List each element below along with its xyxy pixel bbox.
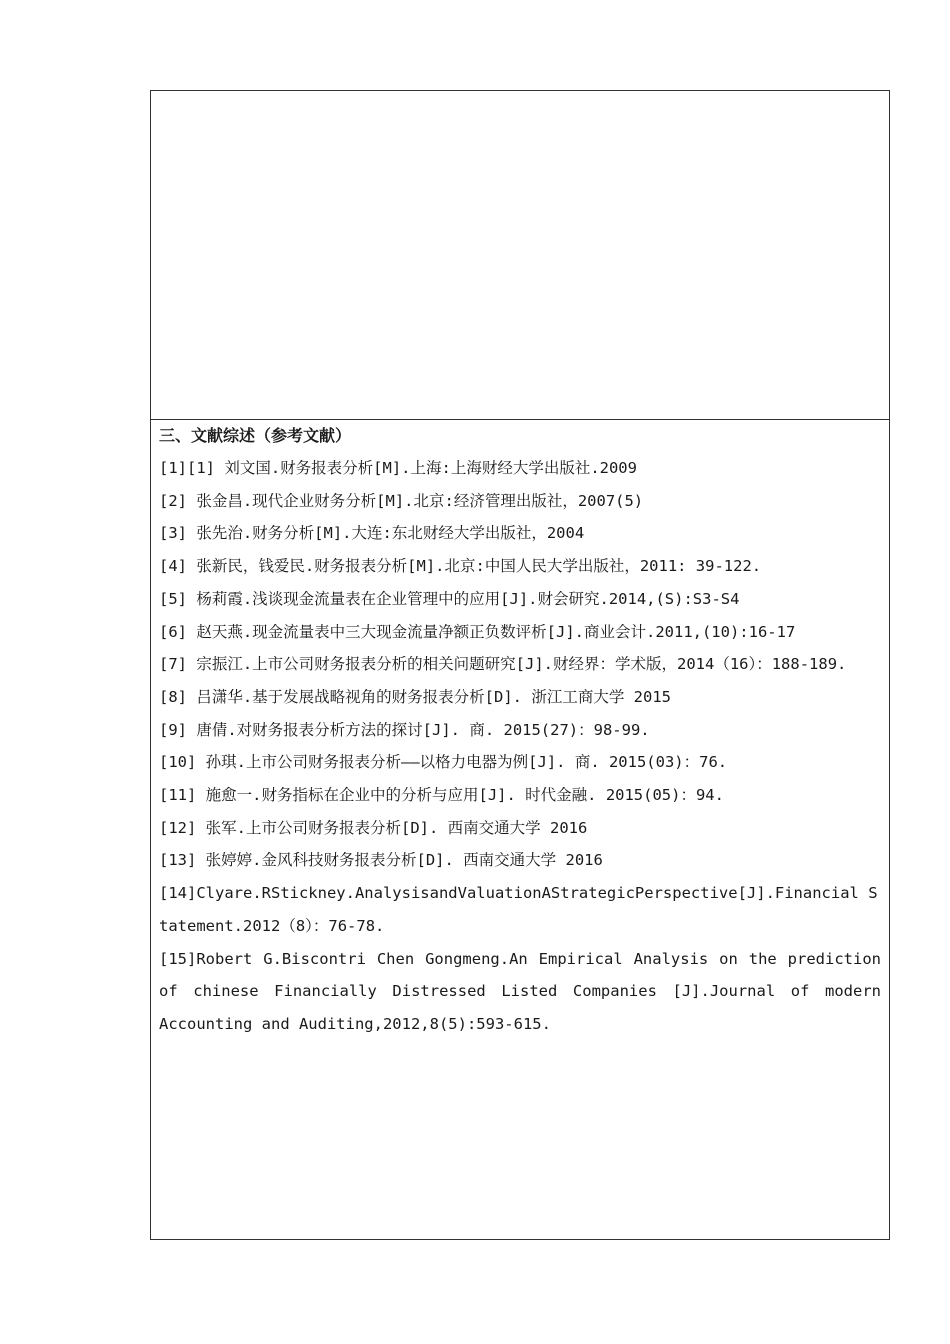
reference-item: [2] 张金昌.现代企业财务分析[M].北京:经济管理出版社，2007(5) xyxy=(159,491,644,510)
blank-content-cell xyxy=(151,91,889,420)
reference-item: [1][1] 刘文国.财务报表分析[M].上海:上海财经大学出版社.2009 xyxy=(159,459,637,477)
reference-item: [11] 施愈一.财务指标在企业中的分析与应用[J]. 时代金融. 2015(05)：94. xyxy=(159,786,724,805)
reference-item: [9] 唐倩.对财务报表分析方法的探讨[J]. 商. 2015(27)：98-99. xyxy=(159,720,650,739)
reference-item: [12] 张军.上市公司财务报表分析[D]. 西南交通大学 2016 xyxy=(159,818,588,837)
reference-item: [5] 杨莉霞.浅谈现金流量表在企业管理中的应用[J].财会研究.2014,(S):S3-S4 xyxy=(159,589,740,608)
reference-item: [4] 张新民，钱爱民.财务报表分析[M].北京:中国人民大学出版社，2011: 39-122. xyxy=(159,557,762,576)
form-table xyxy=(150,90,890,1240)
reference-item: [6] 赵天燕.现金流量表中三大现金流量净额正负数评析[J].商业会计.2011,(10):16-17 xyxy=(159,622,796,641)
reference-item: [3] 张先治.财务分析[M].大连:东北财经大学出版社，2004 xyxy=(159,524,585,543)
reference-item: [7] 宗振江.上市公司财务报表分析的相关问题研究[J].财经界：学术版，2014（16）：188-189. xyxy=(159,655,847,674)
section-heading: 三、文献综述（参考文献） xyxy=(159,426,352,445)
reference-item: [14]Clyare.RStickney.AnalysisandValuationAStrategicPerspective[J].Financial Statement.2012（8）：76-78. xyxy=(159,884,878,935)
reference-item: [10] 孙琪.上市公司财务报表分析——以格力电器为例[J]. 商. 2015(03)：76. xyxy=(159,753,728,772)
reference-list xyxy=(159,452,881,1041)
reference-item: [8] 吕潇华.基于发展战略视角的财务报表分析[D]. 浙江工商大学 2015 xyxy=(159,687,671,706)
reference-item: [15]Robert G.Biscontri Chen Gongmeng.An Empirical Analysis on the prediction of chinese Financially Distressed Listed Companies [J].Journal of modern Accounting and Auditing,2012,8(5):593-615. xyxy=(159,949,881,1033)
literature-review-cell xyxy=(151,420,889,1239)
reference-item: [13] 张婷婷.金风科技财务报表分析[D]. 西南交通大学 2016 xyxy=(159,851,603,870)
